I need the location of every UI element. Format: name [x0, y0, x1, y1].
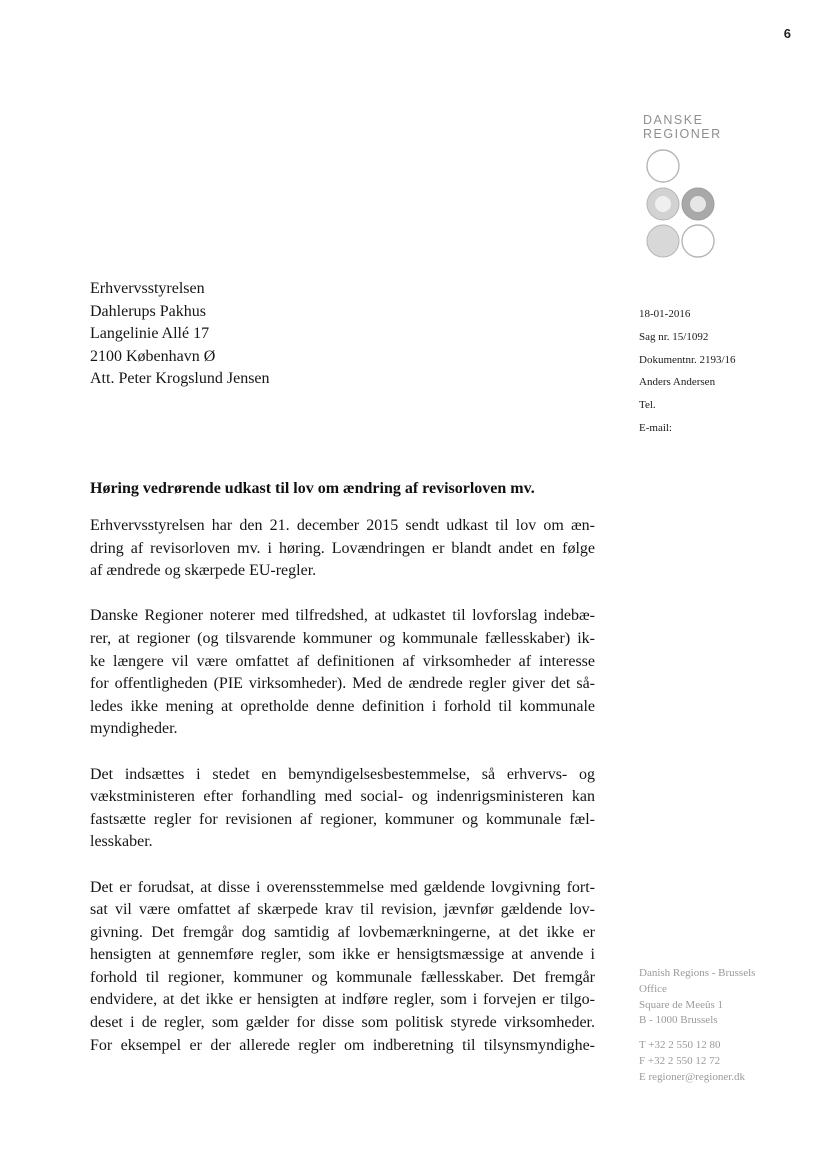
text-line: ledes ikke mening at opretholde denne definition i forhold til kommunale	[90, 697, 595, 715]
text-line: myndigheder.	[90, 720, 178, 738]
text-line: For eksempel er der allerede regler om indberetning til tilsynsmyndighe-	[90, 1036, 595, 1054]
recipient-line: 2100 København Ø	[90, 347, 216, 365]
office-spacer	[639, 1029, 755, 1038]
office-phone: T +32 2 550 12 80	[639, 1039, 721, 1052]
meta-sender-name: Anders Andersen	[639, 376, 716, 389]
meta-date: 18-01-2016	[639, 308, 691, 320]
body-paragraph-1	[90, 515, 595, 583]
text-line: for offentligheden (PIE virksomheder). Med de ændrede regler giver det så-	[90, 675, 595, 693]
recipient-line: Att. Peter Krogslund Jensen	[90, 370, 270, 387]
letter-heading: Høring vedrørende udkast til lov om ændring af revisorloven mv.	[90, 480, 535, 497]
text-line: dring af revisorloven mv. i høring. Lovændringen er blandt andet en følge	[90, 539, 595, 557]
logo-circle-bottom-left	[647, 225, 679, 257]
body-paragraph-2	[90, 605, 595, 741]
letter-body	[90, 515, 595, 1080]
logo-text-line-1: DANSKE	[643, 113, 704, 127]
meta-case-number: Sag nr. 15/1092	[639, 330, 709, 343]
office-email: E regioner@regioner.dk	[639, 1070, 746, 1083]
text-line: af ændrede og skærpede EU-regler.	[90, 562, 317, 580]
text-line: Erhvervsstyrelsen har den 21. december 2015 sendt udkast til lov om æn-	[90, 517, 595, 534]
danske-regioner-logo	[643, 113, 733, 141]
text-line: givning. Det fremgår dog samtidig af lovbemærkningerne, at det ikke er	[90, 923, 595, 941]
recipient-line: Langelinie Allé 17	[90, 325, 210, 342]
recipient-line: Erhvervsstyrelsen	[90, 280, 205, 297]
letter-meta	[639, 303, 736, 440]
recipient-address	[90, 278, 270, 391]
text-line: endvidere, at det ikke er hensigten at indføre regler, som i forvejen er tilgo-	[90, 991, 595, 1009]
logo-circle-mid-right-inner	[690, 196, 706, 212]
office-fax: F +32 2 550 12 72	[639, 1054, 721, 1067]
office-address-line: Danish Regions - Brussels	[639, 967, 756, 979]
recipient-line: Dahlerups Pakhus	[90, 302, 206, 320]
text-line: vækstministeren efter forhandling med social- og indenrigsministeren kan	[90, 788, 595, 806]
meta-phone-label: Tel.	[639, 399, 656, 412]
body-paragraph-4	[90, 877, 595, 1058]
meta-email-label: E-mail:	[639, 421, 672, 434]
text-line: rer, at regioner (og tilsvarende kommuner og kommunale fællesskaber) ik-	[90, 629, 595, 647]
logo-text-line-2: REGIONER	[643, 127, 722, 141]
office-address-line: Office	[639, 982, 667, 995]
text-line: forhold til regioner, kommuner og kommunale fællesskaber. Det fremgår	[90, 968, 595, 986]
logo-circles-icon	[643, 147, 723, 262]
text-line: Det er forudsat, at disse i overensstemmelse med gældende lovgivning fort-	[90, 878, 595, 896]
logo-circle-top	[647, 150, 679, 182]
text-line: Det indsættes i stedet en bemyndigelsesbestemmelse, så erhvervs- og	[90, 765, 595, 783]
text-line: Danske Regioner noterer med tilfredshed, at udkastet til lovforslag indebæ-	[90, 607, 595, 625]
office-address-line: B - 1000 Brussels	[639, 1014, 718, 1027]
brussels-office-footer	[639, 966, 755, 1086]
text-line: fastsætte regler for revisionen af regioner, kommuner og kommunale fæl-	[90, 810, 595, 828]
text-line: hensigten at gennemføre regler, som ikke er hensigtsmæssige at anvende i	[90, 946, 595, 964]
text-line: deset i de regler, som gælder for disse som politisk styrede virksomheder.	[90, 1014, 595, 1032]
office-address-line: Square de Meeûs 1	[639, 998, 724, 1011]
page-number: 6	[783, 26, 791, 41]
text-line: lesskaber.	[90, 833, 153, 851]
logo-circle-bottom-right	[682, 225, 714, 257]
text-line: ke længere vil være omfattet af definitionen af virksomheder af interesse	[90, 652, 595, 670]
logo-circle-mid-left-inner	[655, 196, 671, 212]
body-paragraph-3	[90, 764, 595, 854]
text-line: sat vil være omfattet af skærpede krav til revision, jævnfør gældende lov-	[90, 901, 595, 919]
meta-document-number: Dokumentnr. 2193/16	[639, 353, 736, 366]
